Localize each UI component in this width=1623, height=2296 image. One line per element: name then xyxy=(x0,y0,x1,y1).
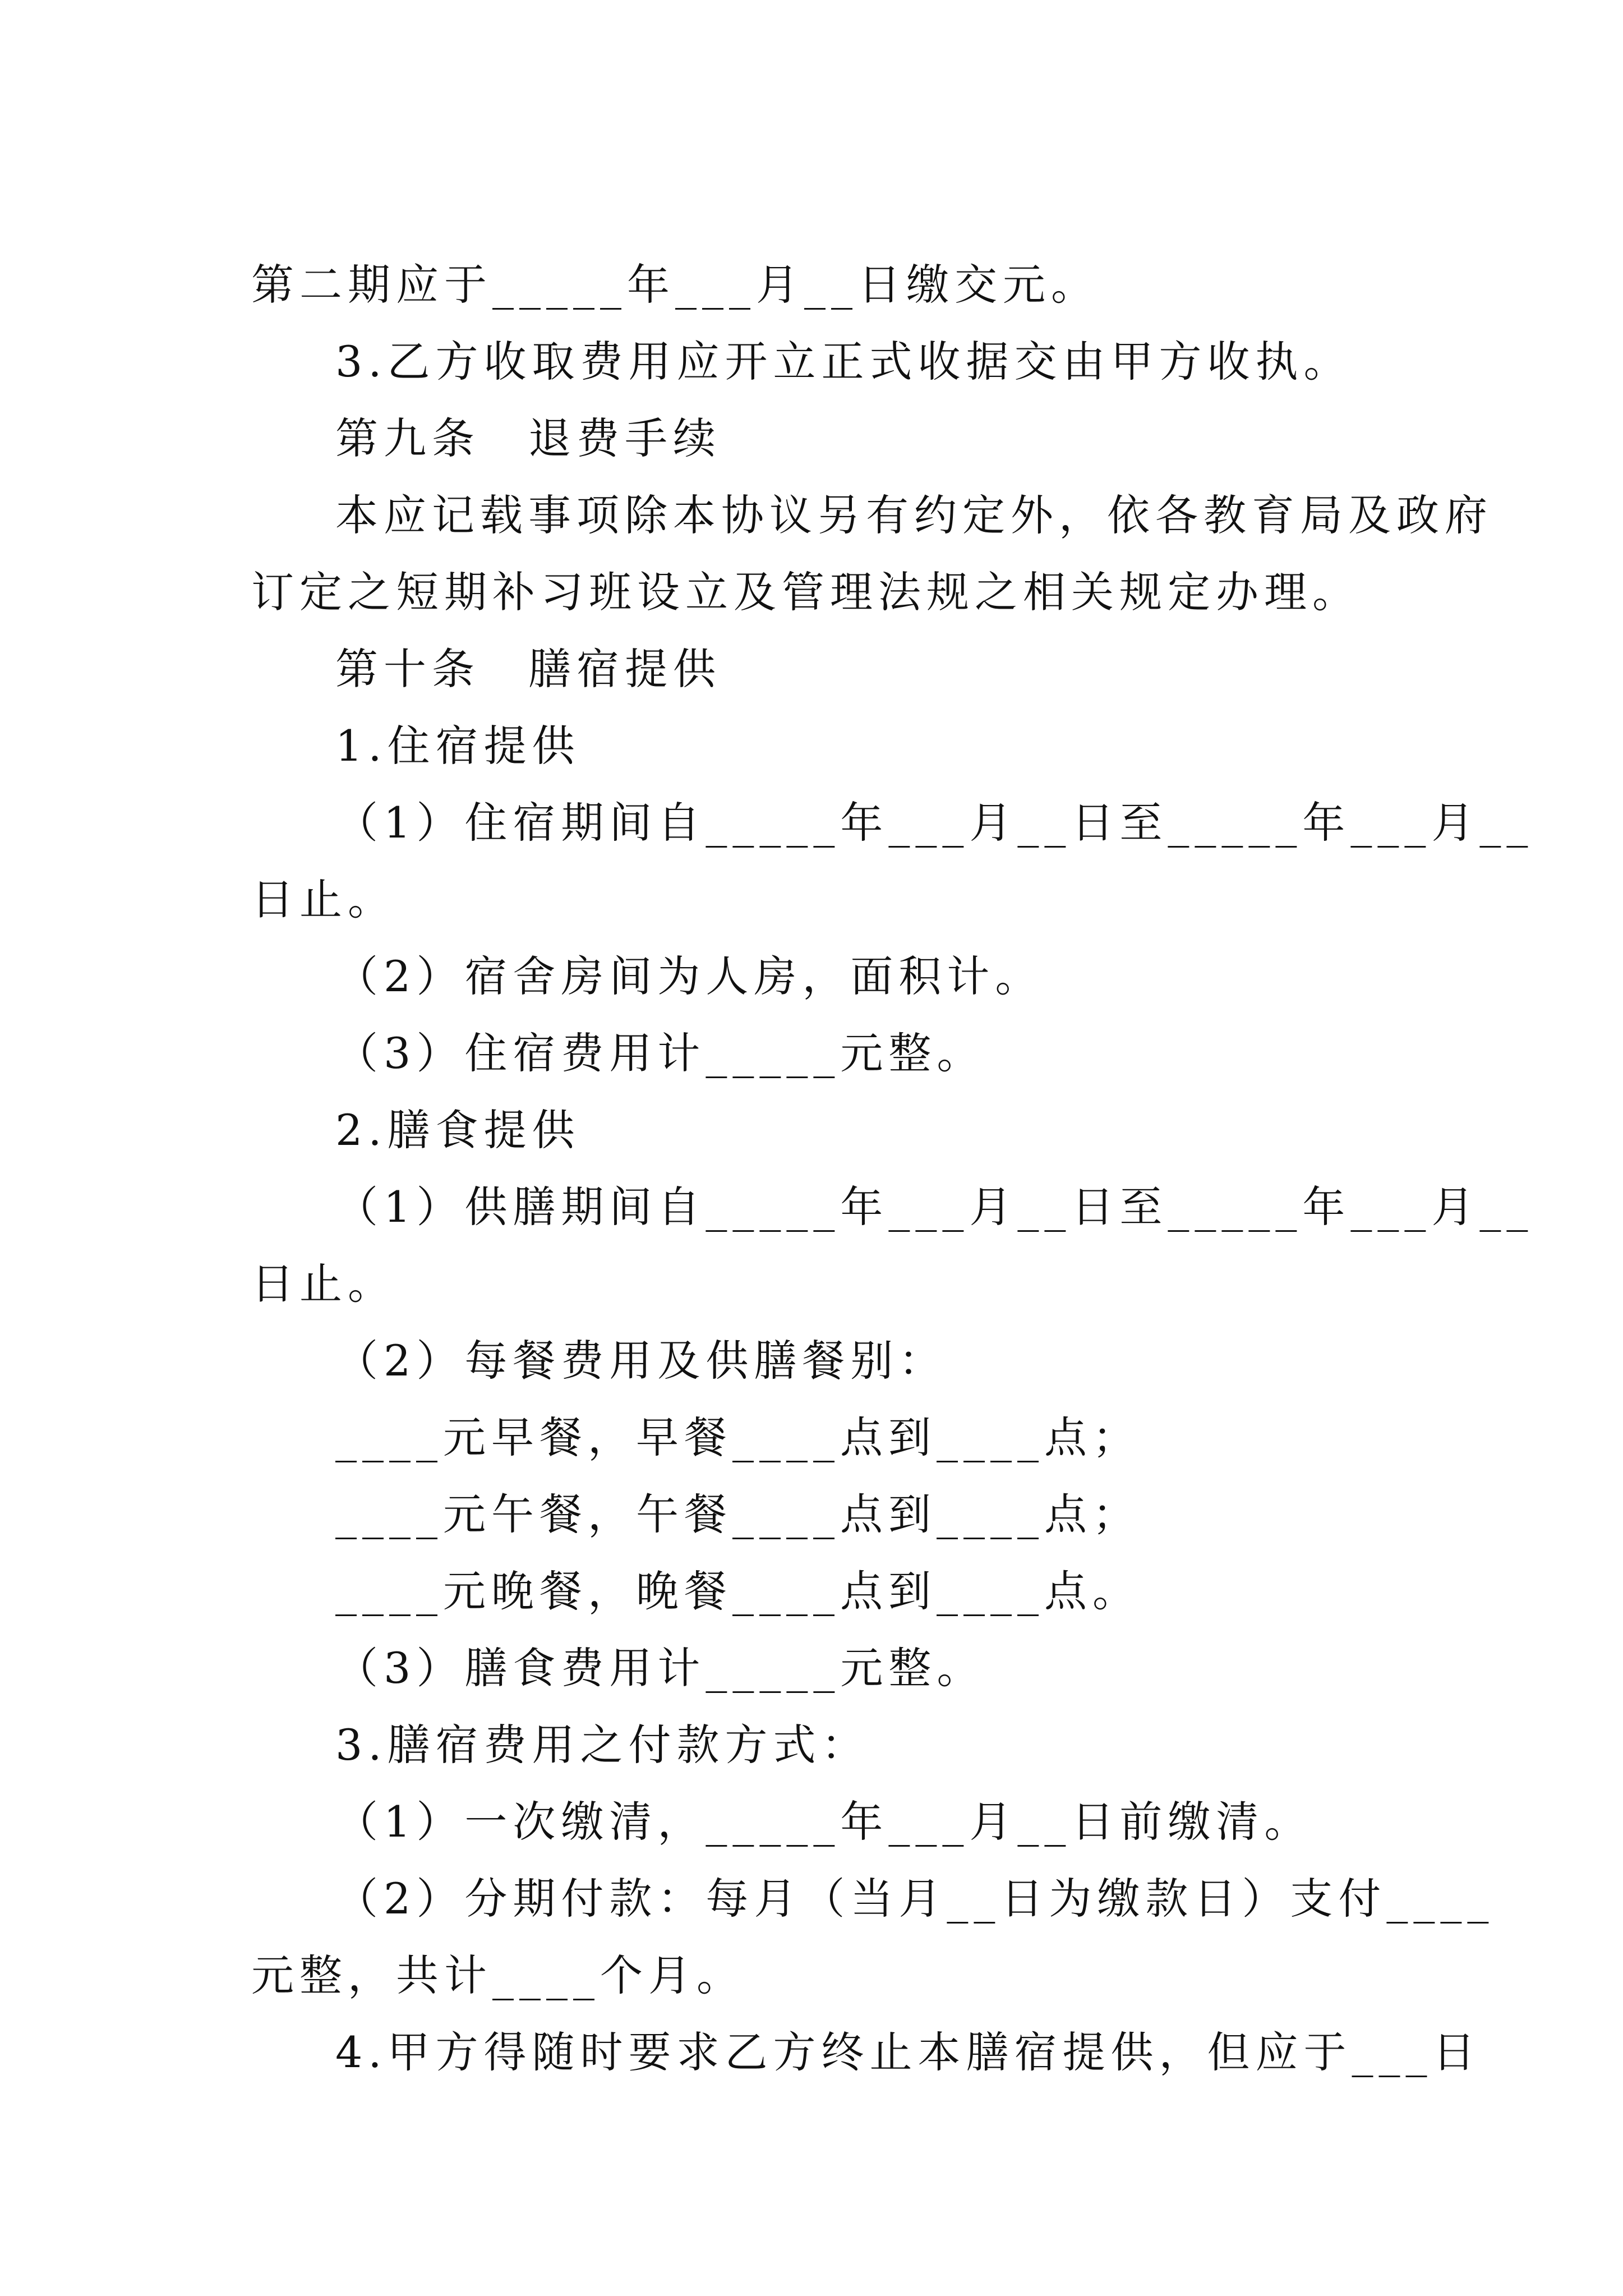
text-line: 日止。 xyxy=(251,875,396,924)
text-line: ____元晚餐，晚餐____点到____点。 xyxy=(335,1566,1141,1616)
text-line: （1）住宿期间自_____年___月__日至_____年___月__ xyxy=(335,798,1534,848)
text-line: 元整，共计____个月。 xyxy=(251,1950,745,2000)
subsection-heading: 3.膳宿费用之付款方式： xyxy=(335,1720,870,1770)
text-line: ____元午餐，午餐____点到____点； xyxy=(335,1489,1141,1539)
subsection-heading: 2.膳食提供 xyxy=(335,1105,580,1155)
text-line: 本应记载事项除本协议另有约定外，依各教育局及政府 xyxy=(335,490,1493,540)
section-heading: 第十条 膳宿提供 xyxy=(335,644,721,694)
subsection-heading: 1.住宿提供 xyxy=(335,721,580,771)
text-line: （2）每餐费用及供膳餐别： xyxy=(335,1336,947,1386)
text-line: （3）住宿费用计_____元整。 xyxy=(335,1028,985,1078)
text-line: 4.甲方得随时要求乙方终止本膳宿提供，但应于___日 xyxy=(335,2027,1481,2077)
text-line: 日止。 xyxy=(251,1259,396,1309)
text-line: （2）分期付款：每月（当月__日为缴款日）支付____ xyxy=(335,1874,1495,1924)
text-line: 第二期应于_____年___月__日缴交元。 xyxy=(251,260,1099,310)
text-line: （1）供膳期间自_____年___月__日至_____年___月__ xyxy=(335,1182,1534,1232)
text-line: （3）膳食费用计_____元整。 xyxy=(335,1643,985,1693)
text-line: 3.乙方收取费用应开立正式收据交由甲方收执。 xyxy=(335,337,1352,386)
section-heading: 第九条 退费手续 xyxy=(335,413,721,463)
text-line: （1）一次缴清，_____年___月__日前缴清。 xyxy=(335,1797,1313,1847)
text-line: 订定之短期补习班设立及管理法规之相关规定办理。 xyxy=(251,567,1361,617)
text-line: （2）宿舍房间为人房，面积计。 xyxy=(335,951,1044,1001)
text-line: ____元早餐，早餐____点到____点； xyxy=(335,1412,1141,1462)
